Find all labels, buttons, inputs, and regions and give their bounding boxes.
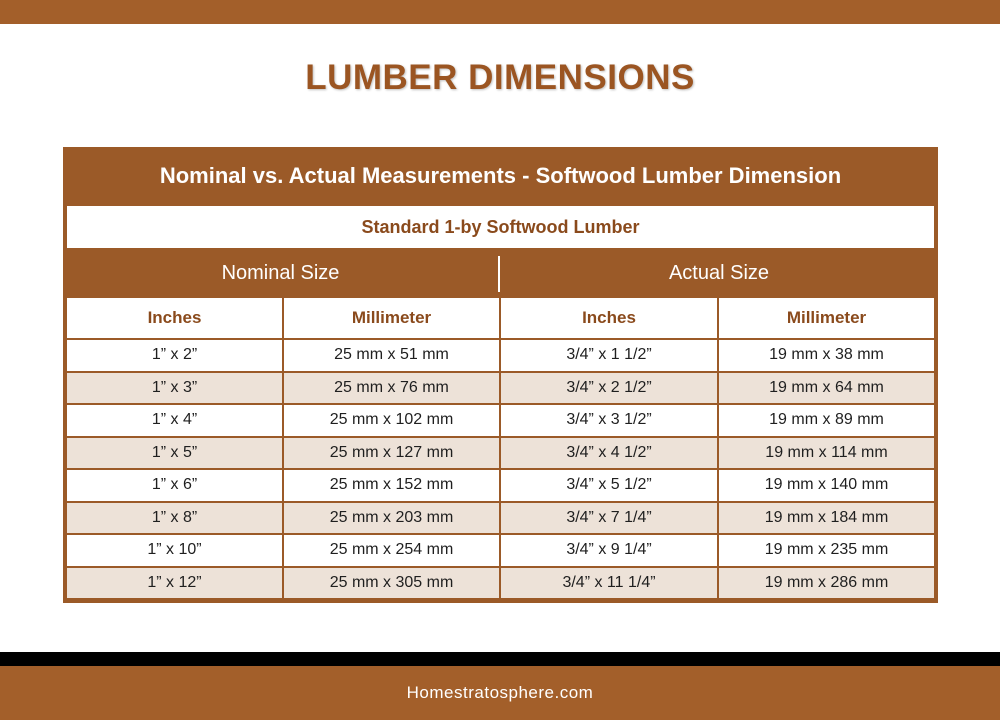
group-nominal-size: Nominal Size [221,261,340,284]
table-cell: 25 mm x 51 mm [284,340,499,371]
column-header: Inches [67,298,282,338]
table-row [67,568,934,599]
table-cell: 25 mm x 305 mm [284,568,499,599]
table-cell: 1” x 8” [67,503,282,534]
table-row [67,373,934,404]
table-cell: 1” x 6” [67,470,282,501]
table-cell: 1” x 3” [67,373,282,404]
lumber-dimensions-table [63,147,938,603]
page-title: LUMBER DIMENSIONS [305,58,695,97]
group-header-row [63,250,938,296]
table-row [67,535,934,566]
footer-divider-bar [0,652,1000,666]
table-cell: 25 mm x 76 mm [284,373,499,404]
column-header-row [67,298,934,338]
column-header: Millimeter [719,298,934,338]
table-row [67,503,934,534]
table-cell: 3/4” x 2 1/2” [501,373,717,404]
table-row [67,340,934,371]
table-cell: 19 mm x 184 mm [719,503,934,534]
table-cell: 1” x 4” [67,405,282,436]
table-row [67,405,934,436]
table-cell: 3/4” x 1 1/2” [501,340,717,371]
table-cell: 3/4” x 5 1/2” [501,470,717,501]
table-subheading: Standard 1-by Softwood Lumber [67,206,934,248]
top-accent-bar [0,0,1000,24]
table-row [67,438,934,469]
column-header: Inches [501,298,717,338]
table-cell: 25 mm x 127 mm [284,438,499,469]
table-cell: 25 mm x 152 mm [284,470,499,501]
table-row [67,470,934,501]
table-cell: 25 mm x 102 mm [284,405,499,436]
table-cell: 25 mm x 203 mm [284,503,499,534]
table-cell: 19 mm x 235 mm [719,535,934,566]
table-cell: 3/4” x 11 1/4” [501,568,717,599]
table-cell: 1” x 12” [67,568,282,599]
table-cell: 19 mm x 89 mm [719,405,934,436]
table-cell: 19 mm x 140 mm [719,470,934,501]
column-header: Millimeter [284,298,499,338]
table-cell: 3/4” x 3 1/2” [501,405,717,436]
table-cell: 19 mm x 64 mm [719,373,934,404]
table-cell: 1” x 5” [67,438,282,469]
table-cell: 1” x 10” [67,535,282,566]
footer [0,666,1000,720]
table-cell: 19 mm x 286 mm [719,568,934,599]
table-cell: 3/4” x 9 1/4” [501,535,717,566]
table-cell: 1” x 2” [67,340,282,371]
table-cell: 19 mm x 114 mm [719,438,934,469]
table-cell: 25 mm x 254 mm [284,535,499,566]
table-cell: 3/4” x 7 1/4” [501,503,717,534]
group-actual-size: Actual Size [668,261,770,284]
table-banner: Nominal vs. Actual Measurements - Softwood Lumber Dimension [159,162,842,188]
table-cell: 3/4” x 4 1/2” [501,438,717,469]
table-cell: 19 mm x 38 mm [719,340,934,371]
footer-site-name: Homestratosphere.com [406,683,594,702]
